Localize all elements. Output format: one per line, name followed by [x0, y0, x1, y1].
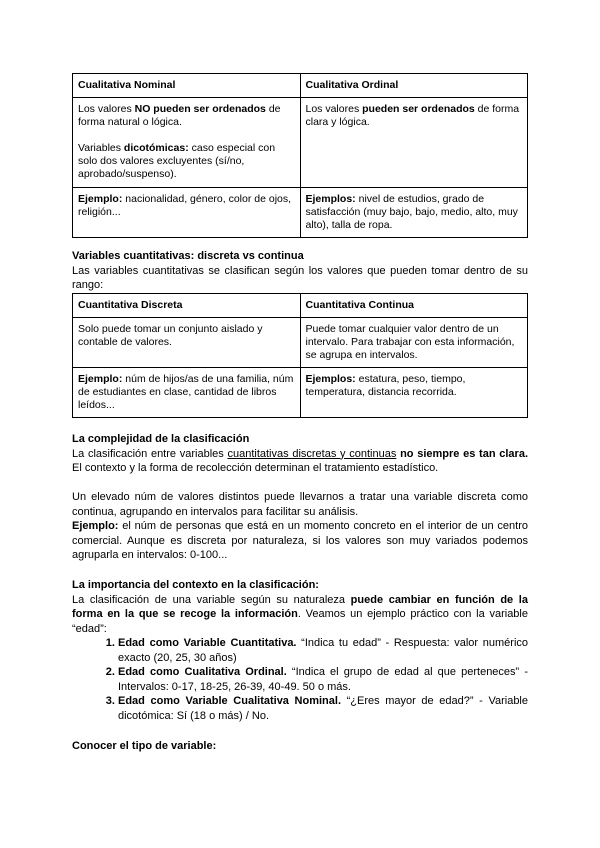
- nominal-dichotomous: Variables dicotómicas: caso especial con solo dos valores excluyentes (sí/no, aprobado/suspenso).: [78, 142, 276, 180]
- table-row: [73, 188, 528, 238]
- table-row: [73, 98, 528, 188]
- ordinal-example: Ejemplos: nivel de estudios, grado de satisfacción (muy bajo, bajo, medio, alto, muy alto), talla de ropa.: [305, 193, 518, 231]
- continua-definition: Puede tomar cualquier valor dentro de un intervalo. Para trabajar con esta información, se agrupa en intervalos.: [305, 323, 515, 361]
- header-cualitativa-nominal: Cualitativa Nominal: [73, 74, 301, 98]
- list-item: 1. Edad como Variable Cuantitativa. “Indica tu edad” - Respuesta: valor numérico exacto (20, 25, 30 años): [118, 636, 528, 665]
- discreta-definition-cell: [73, 318, 301, 368]
- ordinal-definition: Los valores pueden ser ordenados de forma clara y lógica.: [305, 103, 520, 128]
- table-header-row: [73, 74, 528, 98]
- nominal-example: Ejemplo: nacionalidad, género, color de ojos, religión...: [78, 193, 292, 218]
- continua-definition-cell: [300, 318, 528, 368]
- table-row: [73, 318, 528, 368]
- continua-example-cell: [300, 368, 528, 418]
- header-cuantitativa-continua: Cuantitativa Continua: [300, 294, 528, 318]
- section-title: La complejidad de la clasificación: [72, 433, 250, 445]
- ordinal-example-cell: [300, 188, 528, 238]
- section-title: Variables cuantitativas: discreta vs continua: [72, 250, 304, 262]
- context-section: [72, 578, 528, 723]
- section-title: Conocer el tipo de variable:: [72, 740, 217, 752]
- list-item: 3. Edad como Variable Cualitativa Nominal. “¿Eres mayor de edad?” - Variable dicotómica: Sí (18 o más) / No.: [118, 694, 528, 723]
- context-paragraph: La clasificación de una variable según su naturaleza puede cambiar en función de la forma en la que se recoge la información. Veamos un ejemplo práctico con la variable “edad”:: [72, 593, 528, 635]
- discreta-example: Ejemplo: núm de hijos/as de una familia, núm de estudiantes en clase, cantidad de libros leídos...: [78, 373, 294, 411]
- nominal-definition: Los valores NO pueden ser ordenados de forma natural o lógica.: [78, 103, 281, 128]
- quantitative-section: [72, 249, 528, 293]
- complexity-section: [72, 432, 528, 563]
- section-intro: Las variables cuantitativas se clasifican según los valores que pueden tomar dentro de su rango:: [72, 264, 528, 291]
- nominal-definition-cell: [73, 98, 301, 188]
- table-header-row: [73, 294, 528, 318]
- complexity-paragraph-1: La clasificación entre variables cuantitativas discretas y continuas no siempre es tan clara. El contexto y la forma de recolección determinan el tratamiento estadístico.: [72, 447, 529, 474]
- header-cualitativa-ordinal: Cualitativa Ordinal: [300, 74, 528, 98]
- section-title: La importancia del contexto en la clasificación:: [72, 579, 319, 591]
- complexity-paragraph-2: Un elevado núm de valores distintos puede llevarnos a tratar una variable discreta como continua, agrupando en intervalos para facilitar su análisis.: [72, 491, 528, 518]
- list-item: 2. Edad como Cualitativa Ordinal. “Indica el grupo de edad al que perteneces” - Intervalos: 0-17, 18-25, 26-39, 40-49. 50 o más.: [118, 665, 528, 694]
- age-examples-list: [72, 636, 528, 723]
- ordinal-definition-cell: [300, 98, 528, 188]
- discreta-definition: Solo puede tomar un conjunto aislado y contable de valores.: [78, 323, 263, 348]
- nominal-example-cell: [73, 188, 301, 238]
- complexity-example: Ejemplo: el núm de personas que está en un momento concreto en el interior de un centro comercial. Aunque es discreta por naturaleza, si los valores son muy variados podemos agruparla en intervalos: 0-100...: [72, 520, 528, 561]
- discreta-example-cell: [73, 368, 301, 418]
- quantitative-table: [72, 293, 528, 418]
- header-cuantitativa-discreta: Cuantitativa Discreta: [73, 294, 301, 318]
- know-variable-section: [72, 739, 528, 754]
- qualitative-table: [72, 73, 528, 238]
- continua-example: Ejemplos: estatura, peso, tiempo, temperatura, distancia recorrida.: [305, 373, 466, 398]
- table-row: [73, 368, 528, 418]
